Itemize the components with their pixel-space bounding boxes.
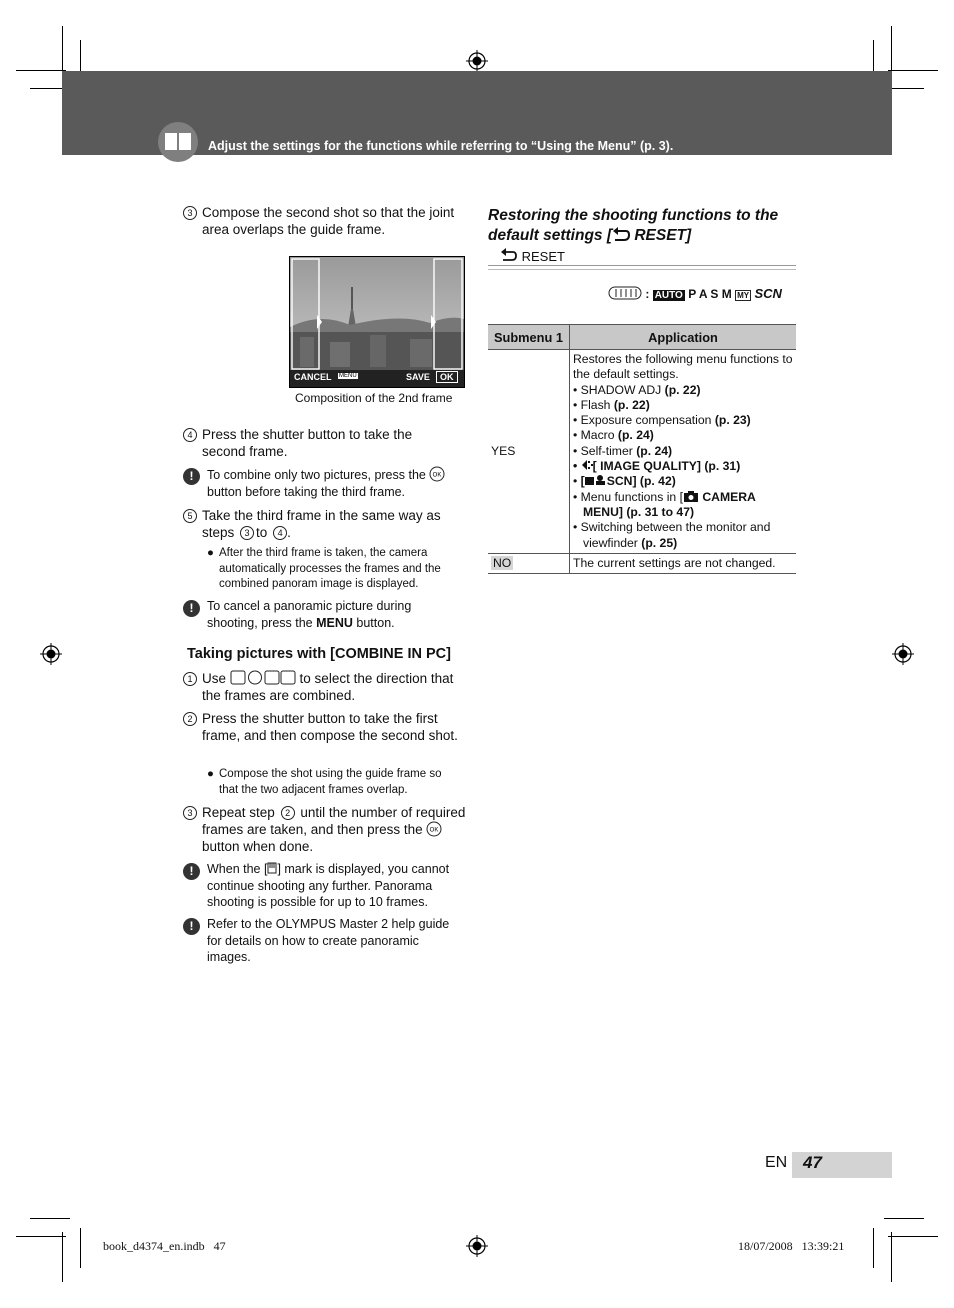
crop-mark — [888, 1236, 938, 1237]
crop-mark — [884, 1218, 924, 1219]
registration-mark-icon — [466, 1235, 488, 1257]
list-item: • Macro (p. 24) — [573, 428, 654, 443]
image-caption: Composition of the 2nd frame — [295, 391, 453, 405]
crop-mark — [873, 1228, 874, 1268]
list-item: • Self-timer (p. 24) — [573, 443, 673, 458]
svg-text:OK: OK — [430, 827, 439, 834]
lcd-cancel-label: CANCEL — [294, 372, 332, 382]
mode-dial-icon — [608, 285, 642, 301]
crop-mark — [62, 26, 63, 76]
combine-step-1: 1 Use to select the direction that the frames are combined. — [183, 670, 473, 687]
lcd-ok-icon: OK — [436, 371, 458, 383]
menu-path-rule — [488, 265, 796, 266]
svg-text:OK: OK — [433, 472, 442, 479]
menu-button-label: MENU — [316, 615, 353, 630]
list-item: • Exposure compensation (p. 23) — [573, 413, 751, 428]
auto-mode-badge: AUTO — [654, 290, 683, 301]
language-label: EN — [765, 1154, 788, 1171]
lcd-menu-icon: MENU — [339, 373, 357, 379]
crop-mark — [30, 1218, 70, 1219]
registration-mark-icon — [466, 50, 488, 72]
ok-button-icon — [426, 821, 442, 837]
ok-button-icon — [429, 466, 445, 482]
hand-stop-icon — [267, 862, 277, 874]
step-5-third-frame: 5 Take the third frame in the same way as steps 3 to 4 . — [183, 507, 473, 524]
header-instruction: Adjust the settings for the functions while referring to “Using the Menu” (p. 3). — [208, 139, 674, 153]
menu-path-rule — [488, 269, 796, 270]
crop-mark — [891, 26, 892, 76]
crop-mark — [62, 1232, 63, 1282]
registration-mark-icon — [892, 643, 914, 665]
footer-datetime: 18/07/2008 13:39:21 — [738, 1239, 845, 1253]
combine-step-2: 2 Press the shutter button to take the first frame, and then compose the second shot. — [183, 710, 473, 727]
list-item: • Switching between the monitor and viewfinder (p. 25) — [573, 520, 771, 550]
camera-icon — [683, 490, 699, 502]
reset-icon — [612, 226, 630, 242]
caution-icon: ! — [183, 600, 200, 617]
menu-book-icon — [158, 122, 198, 162]
menu-path: RESET — [500, 248, 565, 264]
footer-filename: book_d4374_en.indb 47 — [103, 1239, 226, 1253]
registration-mark-icon — [40, 643, 62, 665]
caution-icon: ! — [183, 863, 200, 880]
arrow-pad-icons — [230, 670, 296, 685]
list-item: • [ SCN] (p. 42) — [573, 474, 676, 489]
page-number: 47 — [803, 1153, 822, 1172]
section-heading-combine-in-pc: Taking pictures with [COMBINE IN PC] — [187, 646, 451, 662]
list-item: • Menu functions in [ CAMERA MENU] (p. 31 to 47) — [573, 489, 756, 519]
step-4-shutter: 4 Press the shutter button to take the second frame. — [183, 426, 473, 443]
my-mode-icon: MY — [737, 291, 750, 300]
list-item: • Flash (p. 22) — [573, 397, 650, 412]
caution-icon: ! — [183, 468, 200, 485]
step-3-compose: 3 Compose the second shot so that the joint area overlaps the guide frame. — [183, 204, 473, 221]
caution-icon: ! — [183, 918, 200, 935]
lcd-preview-image — [289, 256, 465, 388]
combine-step-3: 3 Repeat step 2 until the number of required frames are taken, and then press the OK button when done. — [183, 804, 473, 821]
reset-table — [488, 324, 796, 574]
scn-mode-icon: SCN — [754, 286, 782, 301]
crop-mark — [888, 70, 938, 71]
reset-icon — [500, 248, 518, 262]
shooting-modes: : AUTO P A S M MY SCN — [608, 285, 782, 301]
table-header-row: Submenu 1 Application — [488, 325, 796, 350]
crop-mark — [16, 1236, 66, 1237]
camera-mode-icon — [585, 474, 607, 486]
list-item: • SHADOW ADJ (p. 22) — [573, 382, 701, 397]
crop-mark — [80, 1228, 81, 1268]
image-quality-icon — [581, 459, 593, 471]
list-item: • [ IMAGE QUALITY] (p. 31) — [573, 459, 741, 474]
crop-mark — [891, 1232, 892, 1282]
lcd-save-label: SAVE — [406, 372, 430, 382]
section-heading-reset: Restoring the shooting functions to the default settings [ RESET] — [488, 207, 779, 244]
table-row-no: NO The current settings are not changed. — [488, 553, 796, 573]
crop-mark — [16, 70, 66, 71]
table-row-yes: YES Restores the following menu functions to the default settings. • SHADOW ADJ (p. 22) • Flash (p. 22) • Exposure compensation (p. 23) • Macro (p. 24) • Self-timer (p. 24) • [ IMAGE QUALITY] (p. 31) • [ SCN] (p. 42) • Menu functions in [ CAMERA MENU] (p. 31 to 47) • Switching between the monitor and viewfinder (p. 25) — [488, 350, 796, 554]
